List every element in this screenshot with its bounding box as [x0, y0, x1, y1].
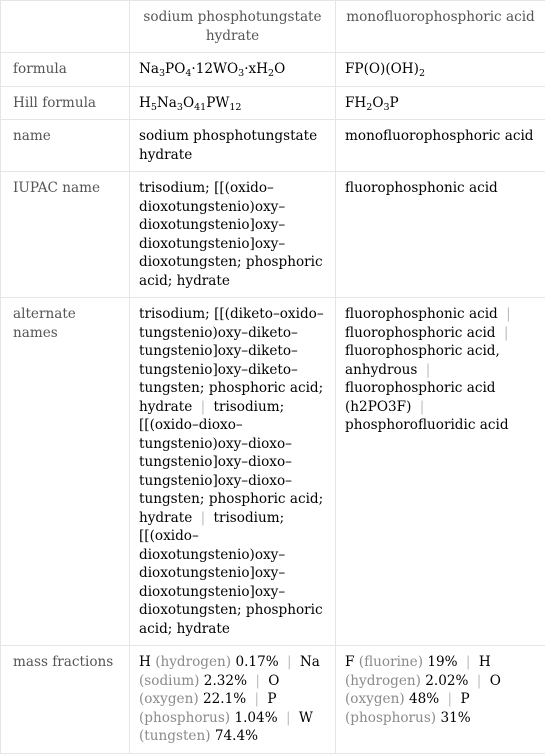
subscript: 5	[151, 102, 157, 113]
element-symbol: H	[479, 654, 491, 670]
element-symbol: F	[345, 654, 354, 670]
row-label: mass fractions	[1, 646, 130, 754]
value-cell: trisodium; [[(oxido–dioxotungstenio)oxy–dioxotungstenio]oxy–dioxotungstenio]oxy–dioxotungsten; phosphoric acid; hydrate	[130, 172, 336, 298]
alternate-name: trisodium; [[(oxido–dioxotungstenio)oxy–dioxotungstenio]oxy–dioxotungstenio]oxy–dioxotungsten; phosphoric acid; hydrate	[139, 510, 323, 637]
alternate-name: phosphorofluoridic acid	[345, 417, 509, 433]
row-hill-formula	[1, 86, 545, 120]
subscript: 3	[384, 102, 390, 113]
separator: |	[250, 691, 263, 707]
subscript: 12	[229, 102, 241, 113]
formula-cell: $FP(O)(OH)_2$	[336, 53, 545, 87]
mass-fractions-cell	[130, 646, 336, 754]
element-symbol: P	[267, 691, 276, 707]
separator: |	[500, 325, 513, 341]
alternate-name: fluorophosphonic acid	[345, 306, 498, 322]
fraction-value: 1.04%	[234, 710, 277, 726]
separator: |	[251, 673, 264, 689]
row-iupac-name	[1, 172, 545, 298]
header-col-2: monofluorophosphoric acid	[336, 1, 545, 53]
separator: |	[197, 399, 210, 415]
alternate-name: trisodium; [[(diketo–oxido–tungstenio)oxy–diketo–tungstenio]oxy–diketo–tungstenio]oxy–diketo–tungsten; phosphoric acid; hydrate	[139, 306, 324, 415]
alternate-names-cell	[336, 298, 545, 646]
fraction-value: 48%	[409, 691, 439, 707]
subscript: 4	[185, 68, 191, 79]
alternate-name: fluorophosphoric acid	[345, 325, 496, 341]
alternate-name: fluorophosphoric acid (h2PO3F)	[345, 380, 496, 415]
separator: |	[282, 710, 295, 726]
formula-cell: $Na_3PO_4\cdot 12WO_3\cdot xH_2O$	[130, 53, 336, 87]
row-label: formula	[1, 53, 130, 87]
separator: |	[422, 362, 435, 378]
header-empty-cell	[1, 1, 130, 53]
header-col-1: sodium phosphotungstate hydrate	[130, 1, 336, 53]
element-name: (oxygen)	[345, 691, 405, 707]
alternate-name: trisodium; [[(oxido–dioxo–tungstenio)oxy–dioxo–tungstenio]oxy–dioxo–tungstenio]oxy–dioxo–tungsten; phosphoric acid; hydrate	[139, 399, 323, 526]
element-name: (oxygen)	[139, 691, 199, 707]
element-name: (hydrogen)	[345, 673, 421, 689]
element-name: (sodium)	[139, 673, 199, 689]
row-label: Hill formula	[1, 86, 130, 120]
value-cell: fluorophosphonic acid	[336, 172, 545, 298]
fraction-value: 2.02%	[425, 673, 468, 689]
element-symbol: Na	[300, 654, 320, 670]
row-mass-fractions	[1, 646, 545, 754]
separator: |	[444, 691, 457, 707]
element-name: (hydrogen)	[155, 654, 231, 670]
separator: |	[197, 510, 210, 526]
element-name: (fluorine)	[359, 654, 423, 670]
value-cell: monofluorophosphoric acid	[336, 120, 545, 172]
formula-cell: $H_5Na_3O_{41}PW_{12}$	[130, 86, 336, 120]
fraction-value: 19%	[427, 654, 457, 670]
subscript: 2	[419, 68, 425, 79]
value-cell: sodium phosphotungstate hydrate	[130, 120, 336, 172]
row-alternate-names	[1, 298, 545, 646]
element-symbol: H	[139, 654, 151, 670]
row-name	[1, 120, 545, 172]
element-symbol: O	[490, 673, 501, 689]
fraction-value: 22.1%	[203, 691, 246, 707]
mass-fractions-cell	[336, 646, 545, 754]
subscript: 3	[238, 68, 244, 79]
subscript: 2	[268, 68, 274, 79]
fraction-value: 74.4%	[215, 728, 258, 744]
subscript: 3	[177, 102, 183, 113]
row-formula	[1, 53, 545, 87]
subscript: 2	[366, 102, 372, 113]
alternate-name: fluorophosphoric acid, anhydrous	[345, 343, 500, 378]
element-name: (phosphorus)	[345, 710, 436, 726]
separator: |	[283, 654, 296, 670]
element-name: (phosphorus)	[139, 710, 230, 726]
header-row	[1, 1, 545, 53]
element-symbol: W	[299, 710, 313, 726]
row-label: IUPAC name	[1, 172, 130, 298]
mass-fraction-entry	[345, 654, 458, 670]
alternate-names-cell	[130, 298, 336, 646]
element-name: (tungsten)	[139, 728, 211, 744]
fraction-value: 0.17%	[235, 654, 278, 670]
formula-cell: $FH_2O_3P$	[336, 86, 545, 120]
row-label: alternate names	[1, 298, 130, 646]
separator: |	[462, 654, 475, 670]
element-symbol: P	[460, 691, 469, 707]
subscript: 41	[194, 102, 206, 113]
mass-fraction-entry	[139, 654, 279, 670]
separator: |	[473, 673, 486, 689]
row-label: name	[1, 120, 130, 172]
fraction-value: 2.32%	[204, 673, 247, 689]
fraction-value: 31%	[440, 710, 470, 726]
separator: |	[416, 399, 429, 415]
subscript: 3	[159, 68, 165, 79]
element-symbol: O	[268, 673, 279, 689]
separator: |	[502, 306, 515, 322]
